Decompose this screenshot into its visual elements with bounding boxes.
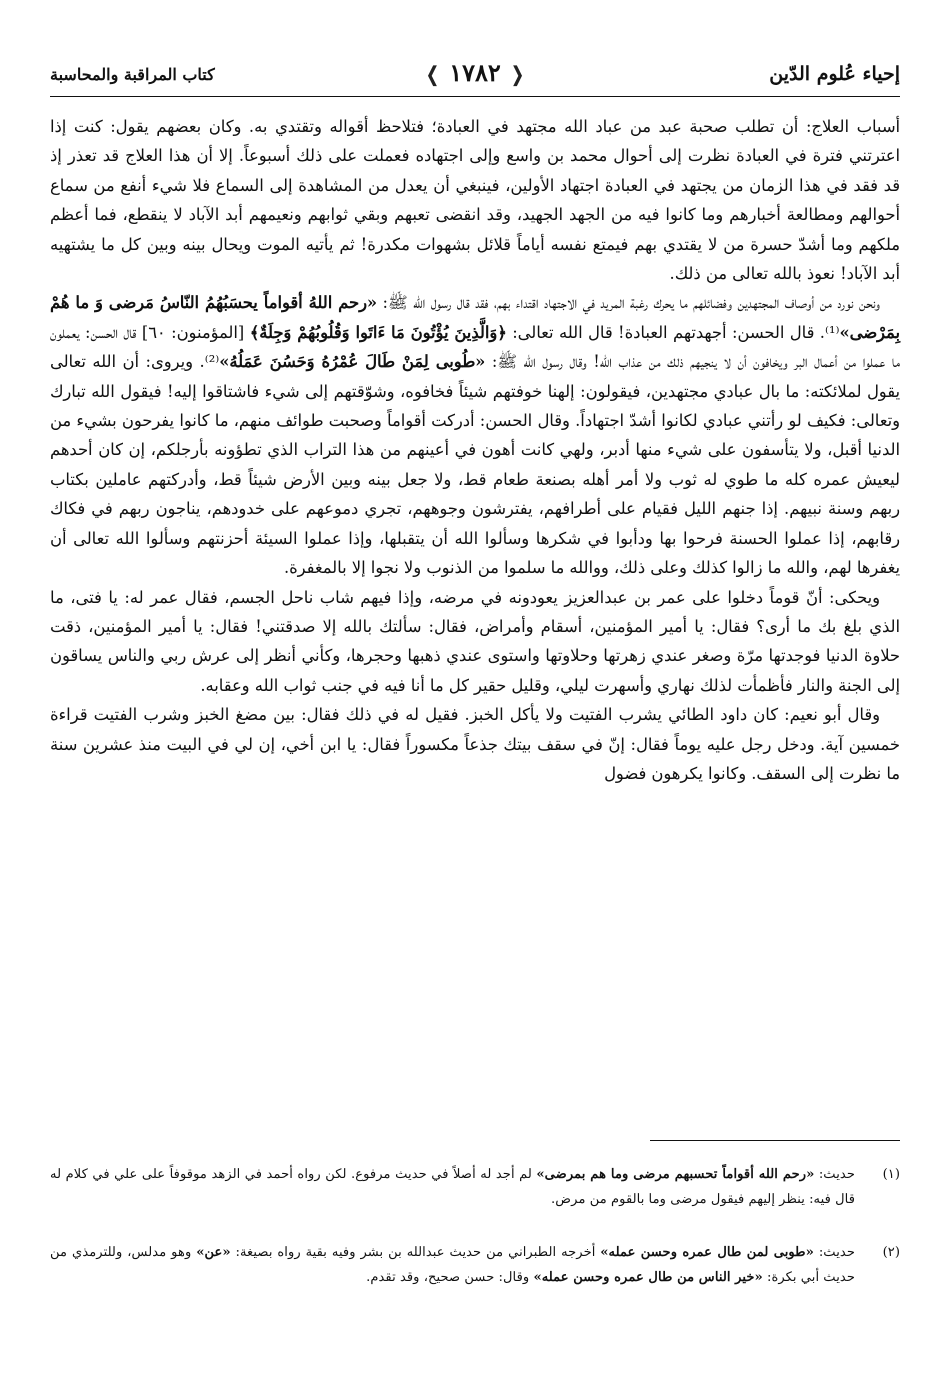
footnote-rule xyxy=(650,1140,900,1141)
footnote-lead: حديث: xyxy=(813,1245,855,1260)
paragraph-2-text-b: ⁽¹⁾. قال الحسن: أجهدتهم العبادة! قال الله تعالى: xyxy=(506,322,840,342)
footnote-hadith: «طوبى لمن طال عمره وحسن عمله» xyxy=(600,1245,814,1260)
footnote-marker: (٢) xyxy=(882,1245,900,1260)
paragraph-2-text-d: ⁽²⁾. ويروى: أن الله تعالى يقول لملائكته: ما بال عبادي مجتهدين، فيقولون: إلهنا خوفتهم شيئاً فخافوه، وشوّقتهم إلى شيء فاشتاقوا إليه! فيقول الله تبارك وتعالى: فكيف لو رأتني عبادي لكانوا أشدّ اجتهاداً. وقال الحسن: أدركت أقواماً وصحبت طوائف منهم، ما كانوا يفرحون بشيء من الدنيا أقبل، ولا يتأسفون على شيء منها أدبر، ولهي كانت أهون في أعينهم من هذا التراب الذي تطؤونه بأرجلكم، إن كان أحدهم ليعيش عمره كله ما طوي له ثوب ولا أمر أهله بصنعة طعام قط، ولا جعل بينه وبين الأرض شيئاً قط، وأدركتهم عاملين بكتاب ربهم وسنة نبيهم. إذا جنهم الليل فقيام على أطرافهم، يفترشون وجوههم، تجري دموعهم على خدودهم، يناجون ربهم في فكاك رقابهم، إذا عملوا الحسنة فرحوا بها ودأبوا في شكرها وسألوا الله أن يتقبلها، وإذا عملوا السيئة أحزنتهم وسألوا الله تعالى أن يغفرها لهم، والله ما زالوا كذلك وعلى ذلك، ووالله ما سلموا من الذنوب ولا نجوا إلا بالمغفرة. xyxy=(50,352,900,578)
hadith-quote-2: «طُوبى لِمَنْ طَالَ عُمْرُهُ وَحَسُنَ عَمَلُهُ» xyxy=(219,352,486,372)
footnote-term: «عن» xyxy=(196,1245,231,1260)
paragraph-2-text-c: [المؤمنون: ٦٠] قال الحسن: يعملون ما عملوا من أعمال البر ويخافون أن لا ينجيهم ذلك من عذاب الله! وقال رسول الله ﷺ: xyxy=(50,322,900,372)
paragraph-2-text-a: ونحن نورد من أوصاف المجتهدين وفضائلهم ما يحرك رغبة المريد في الاجتهاد اقتداء بهم، فقد قال رسول الله ﷺ: xyxy=(377,293,880,313)
footnote-lead: حديث: xyxy=(814,1167,855,1182)
footnote-marker: (١) xyxy=(882,1167,900,1182)
main-text xyxy=(50,112,900,788)
page-header xyxy=(50,55,900,99)
quran-verse: ﴿وَالَّذِينَ يُؤْتُونَ مَا ءَاتَوا وَقُلُوبُهُمْ وَجِلَةٌ﴾ xyxy=(249,322,507,342)
footnote-rest: أخرجه الطبراني من حديث عبدالله بن بشر وفيه بقية رواه بصيغة: xyxy=(230,1245,601,1260)
footnote-text xyxy=(50,1162,855,1212)
footnote-hadith: «رحم الله أقواماً تحسبهم مرضى وما هم بمرضى» xyxy=(536,1167,815,1182)
paragraph-4: وقال أبو نعيم: كان داود الطائي يشرب الفتيت ولا يأكل الخبز. فقيل له في ذلك فقال: بين مضغ الخبز وشرب الفتيت قراءة خمسين آية. ودخل رجل عليه يوماً فقال: إنّ في سقف بيتك جذعاً مكسوراً فقال: يا ابن أخي، إن لي في البيت منذ عشرين سنة ما نظرت إلى السقف. وكانوا يكرهون فضول xyxy=(50,705,900,783)
ornament-left-icon: ❬ xyxy=(424,62,441,86)
header-rule xyxy=(50,96,900,97)
footnote-rest: وهو مدلس، وللترمذي من حديث أبي بكرة: xyxy=(50,1245,855,1285)
footnote-rest: وقال: حسن صحيح، وقد تقدم. xyxy=(366,1270,534,1285)
footnote-rest: لم أجد له أصلاً في حديث مرفوع. لكن رواه أحمد في الزهد موقوفاً على علي في كلام له قال فيه: ينظر إليهم فيقول مرضى وما بالقوم من مرض. xyxy=(50,1167,855,1207)
paragraph-2 xyxy=(50,288,900,582)
page-number-block xyxy=(424,58,526,87)
hadith-quote-1: «رحم اللهُ أقواماً يحسَبُهُمُ النّاسُ مَرضى وَ ما هُمْ بِمَرْضى» xyxy=(50,293,900,342)
footnote-text xyxy=(50,1240,855,1290)
paragraph-1: أسباب العلاج: أن تطلب صحبة عبد من عباد الله مجتهد في العبادة؛ فتلاحظ أقواله وتقتدي به. وكان بعضهم يقول: كنت إذا اعترتني فترة في العبادة نظرت إلى أحوال محمد بن واسع وإلى اجتهاده فعملت على ذلك أسبوعاً. إلا أن هذا العلاج قد تعذر إذ قد فقد في هذا الزمان من يجتهد في العبادة اجتهاد الأولين، فينبغي أن يعدل من المشاهدة إلى السماع فلا شيء أنفع من سماع أحوالهم ومطالعة أخبارهم وما كانوا فيه من الجهد الجهيد، وقد انقضى تعبهم وبقي ثوابهم ونعيمهم أبد الآباد لا ينقطع، فما أعظم ملكهم وما أشدّ حسرة من لا يقتدي بهم فيمتع نفسه أياماً قلائل بشهوات مكدرة! ثم يأتيه الموت ويحال بينه وبين كل ما يشتهيه أبد الآباد! نعوذ بالله تعالى من ذلك. xyxy=(50,117,900,284)
book-title: إحياء عُلوم الدّين xyxy=(769,63,900,85)
page-number: ١٧٨٢ xyxy=(449,58,501,87)
paragraph-3: ويحكى: أنّ قوماً دخلوا على عمر بن عبدالعزيز يعودونه في مرضه، وإذا فيهم شاب ناحل الجسم، فقال عمر له: يا فتى، ما الذي بلغ بك ما أرى؟ فقال: يا أمير المؤمنين، أسقام وأمراض، فقال: سألتك بالله إلا صدقتني! فقال: يا أمير المؤمنين، ذقت حلاوة الدنيا فوجدتها مرّة وصغر عندي زهرتها وحلاوتها واستوى عندي ذهبها وحجرها، وكأني أنظر إلى عرش ربي والناس يساقون إلى الجنة والنار فأظمأت لذلك نهاري وأسهرت ليلي، وقليل حقير كل ما أنا فيه في جنب ثواب الله وعقابه. xyxy=(50,587,900,695)
footnote-hadith: «خير الناس من طال عمره وحسن عمله» xyxy=(533,1270,763,1285)
book-page xyxy=(50,0,900,1393)
footnote-2 xyxy=(50,1240,900,1290)
chapter-title: كتاب المراقبة والمحاسبة xyxy=(50,65,215,84)
footnote-1 xyxy=(50,1162,900,1212)
ornament-right-icon: ❭ xyxy=(509,62,526,86)
